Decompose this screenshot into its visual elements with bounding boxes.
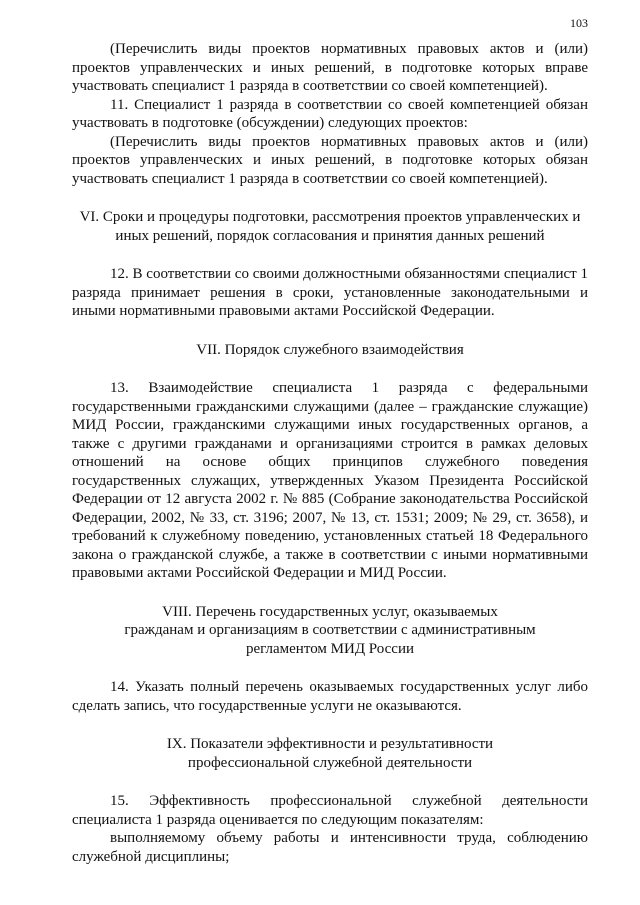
section-heading-viii: VIII. Перечень государственных услуг, оказываемых гражданам и организациям в соответствии с административным регламентом МИД России bbox=[124, 603, 536, 657]
section-heading-vii: VII. Порядок служебного взаимодействия bbox=[196, 341, 464, 358]
paragraph-14: 14. Указать полный перечень оказываемых государственных услуг либо сделать запись, что государственные услуги не оказываются. bbox=[72, 679, 588, 714]
paragraph-12: 12. В соответствии со своими должностными обязанностями специалист 1 разряда принимает решения в сроки, установленные законодательными и иными нормативными правовыми актами Российской Федерации. bbox=[72, 266, 588, 319]
paragraph-list-hint-1: (Перечислить виды проектов нормативных правовых актов и (или) проектов управленческих и иных решений, в подготовке которых вправе участвовать специалист 1 разряда в соответствии со своей компетенцией). bbox=[72, 41, 588, 94]
paragraph-11: 11. Специалист 1 разряда в соответствии со своей компетенцией обязан участвовать в подготовке (обсуждении) следующих проектов: bbox=[72, 96, 588, 131]
document-body bbox=[72, 0, 588, 866]
paragraph-13: 13. Взаимодействие специалиста 1 разряда с федеральными государственными гражданскими служащими (далее – гражданские служащие) МИД России, гражданскими служащими иных государственных органов, а также с другими гражданами и организациями строится в рамках деловых отношений на основе общих принципов служебного поведения государственных служащих, утвержденных Указом Президента Российской Федерации от 12 августа 2002 г. № 885 (Собрание законодательства Российской Федерации, 2002, № 33, ст. 3196; 2007, № 13, ст. 1531; 2009; № 29, ст. 3658), и требований к служебному поведению, установленных статьей 18 Федерального закона о гражданской службе, а также в соответствии с иными нормативными правовыми актами Российской Федерации и МИД России. bbox=[72, 380, 588, 581]
paragraph-list-hint-2: (Перечислить виды проектов нормативных правовых актов и (или) проектов управленческих и иных решений, в подготовке которых обязан участвовать специалист 1 разряда в соответствии со своей компетенцией). bbox=[72, 133, 588, 187]
section-heading-vi: VI. Сроки и процедуры подготовки, рассмотрения проектов управленческих и иных решений, порядок согласования и принятия данных решений bbox=[79, 209, 581, 244]
paragraph-15: 15. Эффективность профессиональной служебной деятельности специалиста 1 разряда оценивается по следующим показателям: bbox=[72, 793, 588, 828]
page-number: 103 bbox=[570, 16, 588, 30]
section-heading-ix: IX. Показатели эффективности и результативности профессиональной служебной деятельности bbox=[166, 736, 494, 771]
paragraph-15-item-1: выполняемому объему работы и интенсивности труда, соблюдению служебной дисциплины; bbox=[72, 830, 588, 865]
